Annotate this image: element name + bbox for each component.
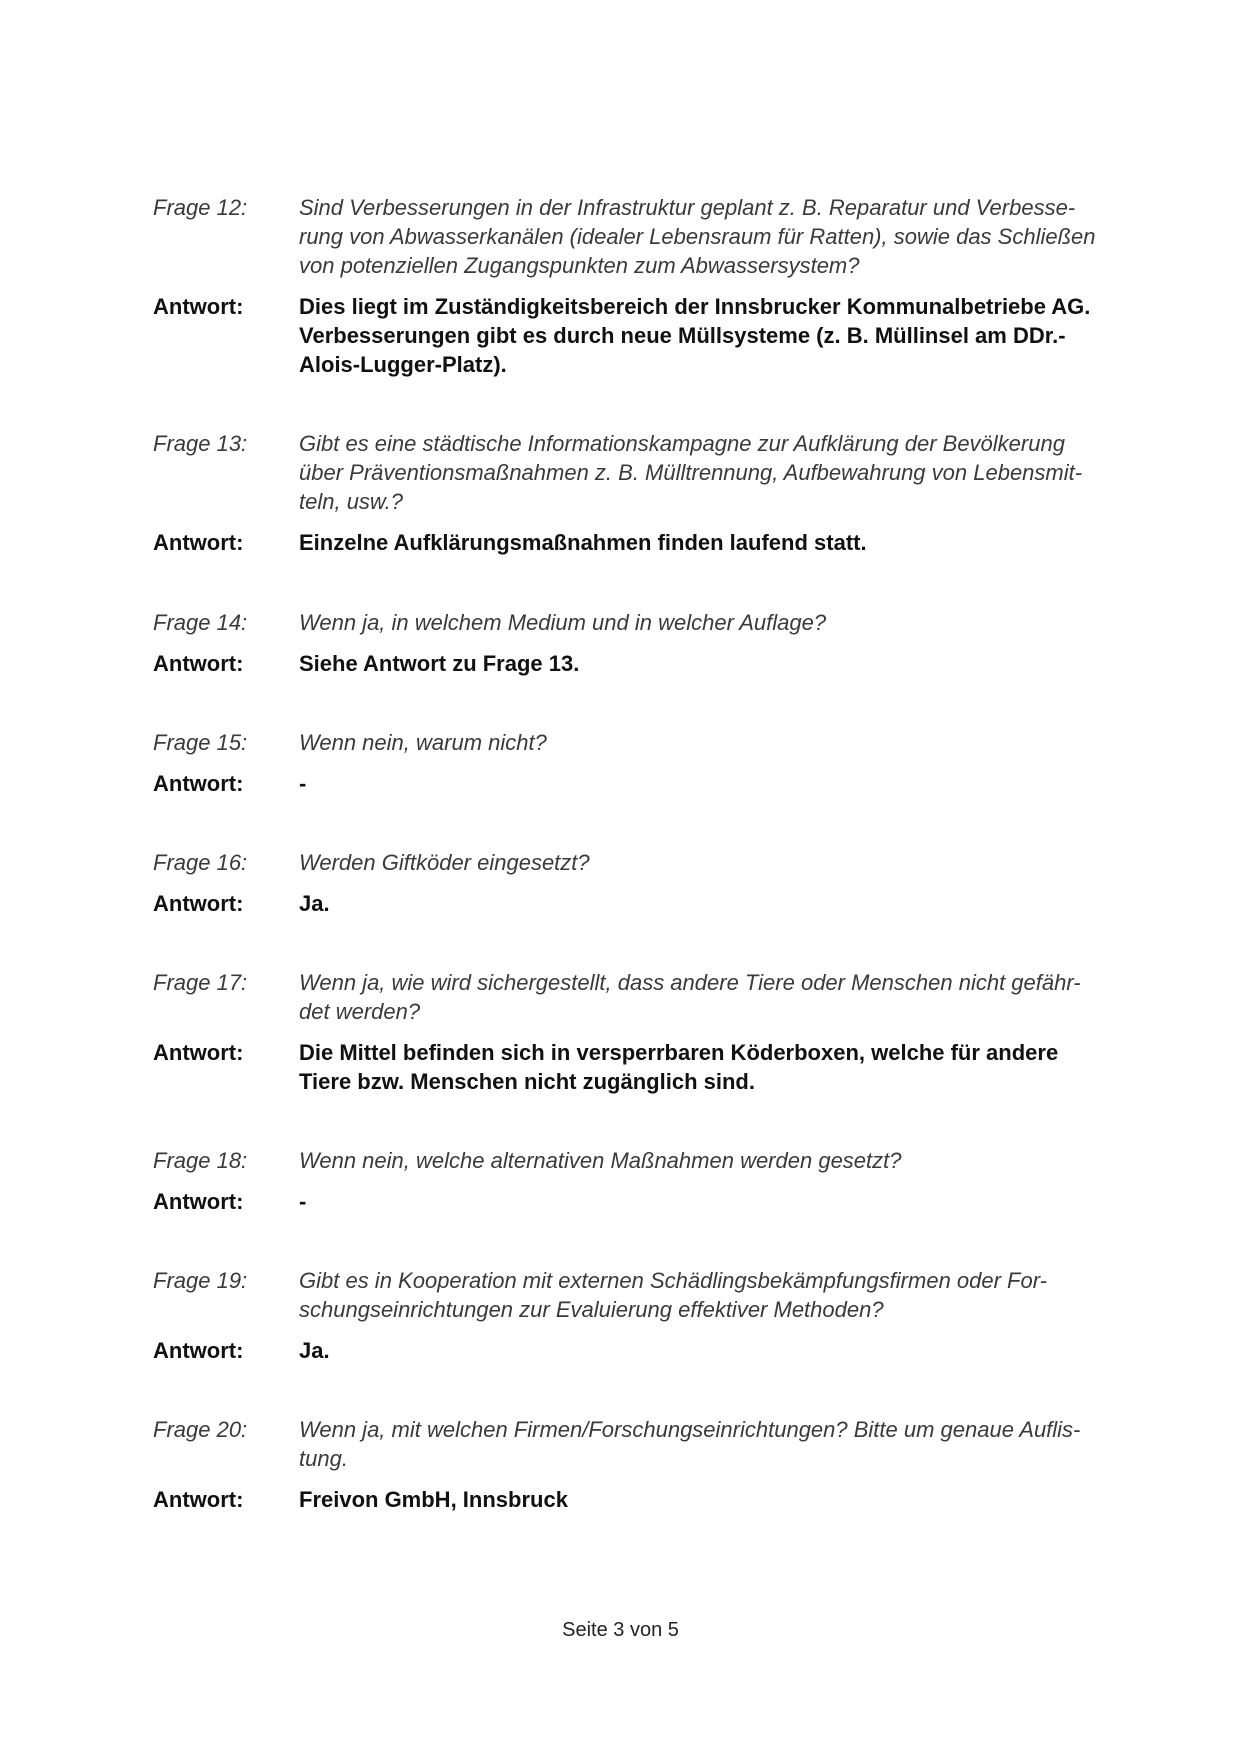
qa-list [153, 193, 1133, 1514]
qa-block [153, 968, 1133, 1096]
question-text-line: Gibt es in Kooperation mit externen Schädlingsbekämpfungsfirmen oder For- [299, 1268, 1047, 1293]
answer-label: Antwort: [153, 771, 244, 796]
question-text [299, 429, 1133, 516]
answer-text [299, 1485, 1133, 1514]
answer-row [153, 649, 1133, 678]
qa-block [153, 193, 1133, 379]
question-row [153, 429, 1133, 516]
question-row [153, 1146, 1133, 1175]
question-text-line: Sind Verbesserungen in der Infrastruktur geplant z. B. Reparatur und Verbesse- [299, 195, 1076, 220]
answer-text [299, 1336, 1133, 1365]
page-footer: Seite 3 von 5 [562, 1619, 679, 1641]
answer-label: Antwort: [153, 891, 244, 916]
answer-text-line: - [299, 771, 307, 796]
question-row [153, 848, 1133, 877]
question-label: Frage 14: [153, 610, 248, 635]
question-text [299, 608, 1133, 637]
answer-label: Antwort: [153, 1189, 244, 1214]
answer-text-line: Freivon GmbH, Innsbruck [299, 1487, 568, 1512]
question-text-line: Werden Giftköder eingesetzt? [299, 850, 590, 875]
question-text-line: Wenn ja, mit welchen Firmen/Forschungseinrichtungen? Bitte um genaue Auflis- [299, 1417, 1081, 1442]
question-row [153, 1266, 1133, 1324]
question-label: Frage 16: [153, 850, 248, 875]
answer-text-line: Die Mittel befinden sich in versperrbaren Köderboxen, welche für andere [299, 1040, 1059, 1065]
question-text-line: von potenziellen Zugangspunkten zum Abwassersystem? [299, 253, 860, 278]
answer-label: Antwort: [153, 651, 244, 676]
qa-block [153, 848, 1133, 918]
question-text [299, 1415, 1133, 1473]
answer-text-line: Alois-Lugger-Platz). [299, 352, 507, 377]
answer-text-line: Ja. [299, 1338, 330, 1363]
question-label: Frage 20: [153, 1417, 248, 1442]
question-text [299, 193, 1133, 280]
answer-label: Antwort: [153, 1487, 244, 1512]
question-label: Frage 15: [153, 730, 248, 755]
question-label: Frage 13: [153, 431, 248, 456]
answer-text-line: Tiere bzw. Menschen nicht zugänglich sind. [299, 1069, 755, 1094]
answer-text [299, 889, 1133, 918]
question-row [153, 1415, 1133, 1473]
answer-text [299, 649, 1133, 678]
answer-text [299, 528, 1133, 557]
qa-block [153, 1415, 1133, 1514]
answer-row [153, 1485, 1133, 1514]
answer-row [153, 292, 1133, 379]
question-text-line: schungseinrichtungen zur Evaluierung effektiver Methoden? [299, 1297, 884, 1322]
question-row [153, 728, 1133, 757]
answer-text-line: Verbesserungen gibt es durch neue Müllsysteme (z. B. Müllinsel am DDr.- [299, 323, 1066, 348]
qa-block [153, 429, 1133, 557]
question-text-line: über Präventionsmaßnahmen z. B. Mülltrennung, Aufbewahrung von Lebensmit- [299, 460, 1083, 485]
question-label: Frage 17: [153, 970, 248, 995]
qa-block [153, 608, 1133, 678]
answer-label: Antwort: [153, 1338, 244, 1363]
question-text-line: Wenn ja, in welchem Medium und in welcher Auflage? [299, 610, 827, 635]
question-label: Frage 12: [153, 195, 248, 220]
question-row [153, 968, 1133, 1026]
answer-text [299, 1187, 1133, 1216]
question-text-line: teln, usw.? [299, 489, 403, 514]
question-text-line: Wenn ja, wie wird sichergestellt, dass andere Tiere oder Menschen nicht gefähr- [299, 970, 1081, 995]
question-text-line: Gibt es eine städtische Informationskampagne zur Aufklärung der Bevölkerung [299, 431, 1065, 456]
question-label: Frage 19: [153, 1268, 248, 1293]
question-text [299, 1146, 1133, 1175]
question-text [299, 1266, 1133, 1324]
question-row [153, 193, 1133, 280]
answer-label: Antwort: [153, 1040, 244, 1065]
answer-label: Antwort: [153, 294, 244, 319]
answer-text-line: Dies liegt im Zuständigkeitsbereich der Innsbrucker Kommunalbetriebe AG. [299, 294, 1091, 319]
answer-row [153, 1038, 1133, 1096]
answer-label: Antwort: [153, 530, 244, 555]
question-text-line: rung von Abwasserkanälen (idealer Lebensraum für Ratten), sowie das Schließen [299, 224, 1096, 249]
answer-text-line: Ja. [299, 891, 330, 916]
answer-text-line: - [299, 1189, 307, 1214]
question-text-line: Wenn nein, welche alternativen Maßnahmen werden gesetzt? [299, 1148, 902, 1173]
answer-row [153, 889, 1133, 918]
question-text-line: Wenn nein, warum nicht? [299, 730, 547, 755]
qa-block [153, 1146, 1133, 1216]
answer-text [299, 1038, 1133, 1096]
qa-block [153, 1266, 1133, 1365]
answer-row [153, 528, 1133, 557]
question-text [299, 968, 1133, 1026]
question-text-line: det werden? [299, 999, 421, 1024]
answer-row [153, 1187, 1133, 1216]
question-text [299, 848, 1133, 877]
answer-text [299, 769, 1133, 798]
answer-row [153, 769, 1133, 798]
question-label: Frage 18: [153, 1148, 248, 1173]
answer-text-line: Einzelne Aufklärungsmaßnahmen finden laufend statt. [299, 530, 867, 555]
question-text-line: tung. [299, 1446, 348, 1471]
answer-text-line: Siehe Antwort zu Frage 13. [299, 651, 580, 676]
answer-row [153, 1336, 1133, 1365]
question-row [153, 608, 1133, 637]
question-text [299, 728, 1133, 757]
answer-text [299, 292, 1133, 379]
qa-block [153, 728, 1133, 798]
